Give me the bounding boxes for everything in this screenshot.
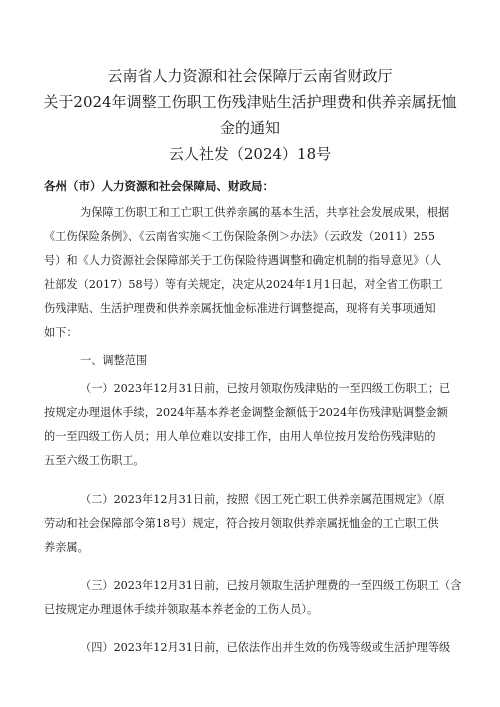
- body-line: 已按规定办理退休手续并领取基本养老金的工伤人员）。: [44, 603, 319, 616]
- body-line: 五至六级工伤职工。: [44, 454, 145, 467]
- body-line: 伤残津贴、生活护理费和供养亲属抚恤金标准进行调整提高，现将有关事项通知: [44, 302, 436, 315]
- body-line: （三）2023年12月31日前，已按月领取生活护理费的一至四级工伤职工（含: [80, 579, 462, 592]
- body-line: 《工伤保险条例》、《云南省实施＜工伤保险条例＞办法》（云政发（2011）255: [44, 230, 436, 243]
- body-line: （二）2023年12月31日前，按照《因工死亡职工供养亲属范围规定》（原: [80, 493, 445, 506]
- body-line: 劳动和社会保障部令第18号）规定，符合按月领取供养亲属抚恤金的工亡职工供: [44, 517, 439, 530]
- body-line: 养亲属。: [44, 541, 89, 554]
- body-line: 的一至四级工伤人员；用人单位难以安排工作，由用人单位按月发给伤残津贴的: [44, 430, 436, 443]
- document-number: 云人社发（2024）18号: [168, 145, 332, 163]
- body-line: （一）2023年12月31日前，已按月领取伤残津贴的一至四级工伤职工；已: [80, 382, 451, 395]
- body-line: 为保障工伤职工和工亡职工供养亲属的基本生活，共享社会发展成果，根据: [80, 206, 450, 219]
- body-line: （四）2023年12月31日前，已依法作出并生效的伤残等级或生活护理等级: [80, 641, 451, 654]
- title-line-2: 关于2024年调整工伤职工伤残津贴生活护理费和供养亲属抚恤: [43, 93, 457, 111]
- title-line-1: 云南省人力资源和社会保障厅云南省财政厅: [107, 67, 393, 85]
- addressee: 各州（市）人力资源和社会保障局、财政局：: [44, 179, 274, 193]
- body-line: 社部发（2017）58号）等有关规定，决定从2024年1月1日起，对全省工伤职工: [44, 278, 443, 291]
- body-line: 如下：: [44, 326, 78, 339]
- body-line: 号）和《人力资源社会保障部关于工伤保险待遇调整和确定机制的指导意见》（人: [44, 254, 442, 267]
- title-line-3: 金的通知: [219, 119, 280, 137]
- body-line: 按规定办理退休手续，2024年基本养老金调整金额低于2024年伤残津贴调整金额: [44, 406, 448, 419]
- section-heading: 一、调整范围: [80, 354, 148, 367]
